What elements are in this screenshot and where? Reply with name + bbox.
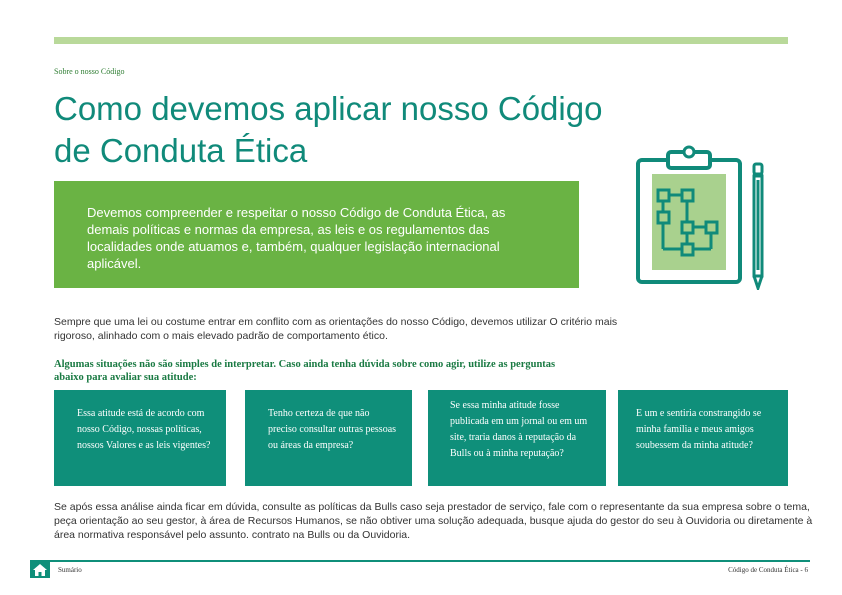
footer-summary-link[interactable]: Sumário: [58, 566, 82, 574]
questions-prompt: Algumas situações não são simples de interpretar. Caso ainda tenha dúvida sobre como agir, utilize as perguntas abaixo para avaliar sua atitude:: [54, 359, 556, 383]
section-label: Sobre o nosso Código: [54, 67, 125, 76]
question-card-1: [54, 390, 226, 486]
paragraph-conflict-rule: Sempre que uma lei ou costume entrar em conflito com as orientações do nosso Código, devemos utilizar O critério mais rigoroso, alinhado com o mais elevado padrão de comportamento ético.: [54, 316, 618, 342]
question-card-4: [618, 390, 788, 486]
question-card-3: [428, 390, 606, 486]
footer-page-number: Código de Conduta Ética - 6: [728, 566, 808, 574]
home-icon: [30, 562, 50, 578]
question-text-2: Tenho certeza de que não preciso consultar outras pessoas ou áreas da empresa?: [268, 408, 397, 451]
question-text-3: Se essa minha atitude fosse publicada em um jornal ou em um site, traria danos à reputação da Bulls ou à minha reputação?: [450, 400, 588, 459]
top-accent-bar: [54, 37, 788, 44]
paragraph-further-guidance: Se após essa análise ainda ficar em dúvida, consulte as políticas da Bulls caso seja prestador de serviço, fale com o representante da sua empresa sobre o tema, peça orientação ao seu gestor, à área de Recursos Humanos, se não obtiver uma solução adequada, busque ajuda do gestor do seu à Ouvidoria ou diretamente à área normativa responsável pelo assunto. contrato na Bulls ou da Ouvidoria.: [54, 501, 813, 541]
home-button[interactable]: [30, 562, 50, 578]
footer-divider: [30, 560, 810, 562]
clipboard-flowchart-pencil-icon: [634, 140, 774, 290]
question-text-4: E um e sentiria constrangido se minha família e meus amigos soubessem da minha atitude?: [636, 408, 762, 451]
intro-text: Devemos compreender e respeitar o nosso Código de Conduta Ética, as demais políticas e normas da empresa, as leis e os regulamentos das localidades onde atuamos e, também, qualquer legislação internacional aplicável.: [87, 205, 506, 271]
page-title: Como devemos aplicar nosso Código de Conduta Ética: [54, 90, 603, 170]
question-card-2: [245, 390, 412, 486]
intro-box: [54, 181, 579, 288]
question-text-1: Essa atitude está de acordo com nosso Código, nossas políticas, nossos Valores e as leis vigentes?: [77, 408, 211, 451]
